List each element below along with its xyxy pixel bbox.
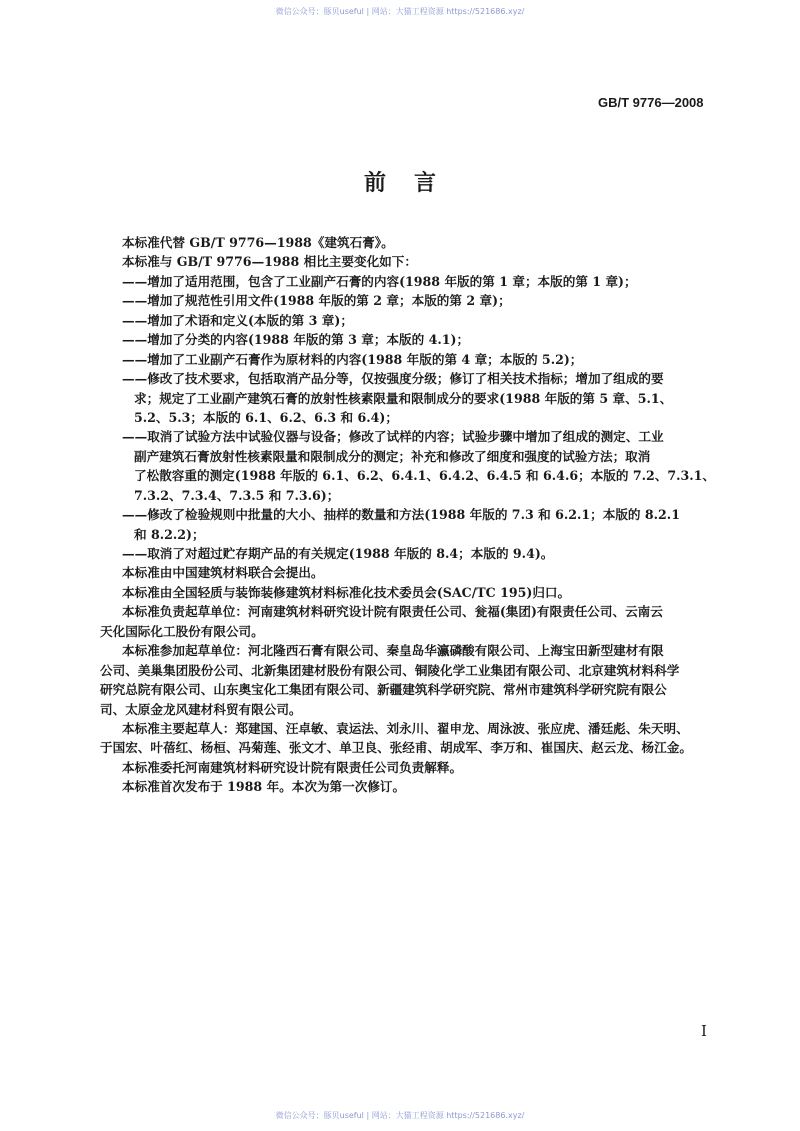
text-line: ——增加了规范性引用文件(1988 年版的第 2 章；本版的第 2 章)；	[122, 293, 511, 309]
text-line: ——增加了适用范围，包含了工业副产石膏的内容(1988 年版的第 1 章；本版的第 1 章)；	[122, 273, 637, 289]
foreword-body	[100, 233, 716, 797]
text-line: ——修改了检验规则中批量的大小、抽样的数量和方法(1988 年版的 7.3 和 6.2.1；本版的 8.2.1	[122, 507, 680, 523]
text-line: 本标准与 GB/T 9776—1988 相比主要变化如下：	[122, 254, 417, 270]
text-line: 本标准由中国建筑材料联合会提出。	[122, 565, 324, 581]
text-line: ——修改了技术要求，包括取消产品分等，仅按强度分级；修订了相关技术指标；增加了组成的要	[122, 371, 664, 387]
text-line: ——取消了对超过贮存期产品的有关规定(1988 年版的 8.4；本版的 9.4)。	[122, 546, 554, 561]
text-line: 5.2、5.3；本版的 6.1、6.2、6.3 和 6.4)；	[134, 409, 398, 425]
text-line: 本标准参加起草单位：河北隆西石膏有限公司、秦皇岛华瀛磷酸有限公司、上海宝田新型建材有限	[122, 643, 664, 659]
text-line: 和 8.2.2)；	[134, 526, 205, 542]
text-line: 本标准代替 GB/T 9776—1988《建筑石膏》。	[122, 235, 394, 250]
watermark-top: 微信公众号：豚贝useful | 网站：大猫工程资源 https://521686.xyz/	[275, 7, 525, 16]
text-line: ——取消了试验方法中试验仪器与设备；修改了试样的内容；试验步骤中增加了组成的测定、工业	[122, 429, 664, 445]
watermark-bottom: 微信公众号：豚贝useful | 网站：大猫工程资源 https://521686.xyz/	[275, 1111, 525, 1120]
text-line: 7.3.2、7.3.4、7.3.5 和 7.3.6)；	[134, 487, 340, 503]
text-line: 于国宏、叶蓓红、杨桓、冯菊莲、张文才、单卫良、张经甫、胡成军、李万和、崔国庆、赵云龙、杨江金。	[100, 740, 692, 756]
text-line: ——增加了术语和定义(本版的第 3 章)；	[122, 312, 353, 328]
text-line: 本标准负责起草单位：河南建筑材料研究设计院有限责任公司、瓮福(集团)有限责任公司、云南云	[122, 604, 663, 620]
text-line: ——增加了分类的内容(1988 年版的第 3 章；本版的 4.1)；	[122, 332, 470, 348]
text-line: 研究总院有限公司、山东奥宝化工集团有限公司、新疆建筑科学研究院、常州市建筑科学研究院有限公	[100, 682, 667, 698]
text-line: 求；规定了工业副产建筑石膏的放射性核素限量和限制成分的要求(1988 年版的第 5 章、5.1、	[134, 390, 673, 406]
text-line: 了松散容重的测定(1988 年版的 6.1、6.2、6.4.1、6.4.2、6.4.5 和 6.4.6；本版的 7.2、7.3.1、	[134, 468, 716, 484]
text-line: 本标准由全国轻质与装饰装修建筑材料标准化技术委员会(SAC/TC 195)归口。	[122, 584, 571, 600]
page-title: 前言	[363, 170, 464, 196]
text-line: 天化国际化工股份有限公司。	[100, 623, 264, 639]
text-line: 本标准委托河南建筑材料研究设计院有限责任公司负责解释。	[122, 759, 463, 775]
text-line: 本标准主要起草人：郑建国、汪卓敏、袁运法、刘永川、翟申龙、周泳波、张应虎、潘廷彪、朱天明、	[122, 720, 689, 736]
text-line: ——增加了工业副产石膏作为原材料的内容(1988 年版的第 4 章；本版的 5.2)；	[122, 351, 583, 367]
text-line: 本标准首次发布于 1988 年。本次为第一次修订。	[122, 779, 406, 795]
text-line: 司、太原金龙风建材科贸有限公司。	[100, 701, 302, 717]
text-line: 公司、美巢集团股份公司、北新集团建材股份有限公司、铜陵化学工业集团有限公司、北京建筑材料科学	[100, 662, 680, 678]
page-number: I	[701, 1022, 707, 1040]
text-line: 副产建筑石膏放射性核素限量和限制成分的测定；补充和修改了细度和强度的试验方法；取消	[134, 448, 651, 464]
standard-number-header: GB/T 9776—2008	[598, 95, 704, 110]
